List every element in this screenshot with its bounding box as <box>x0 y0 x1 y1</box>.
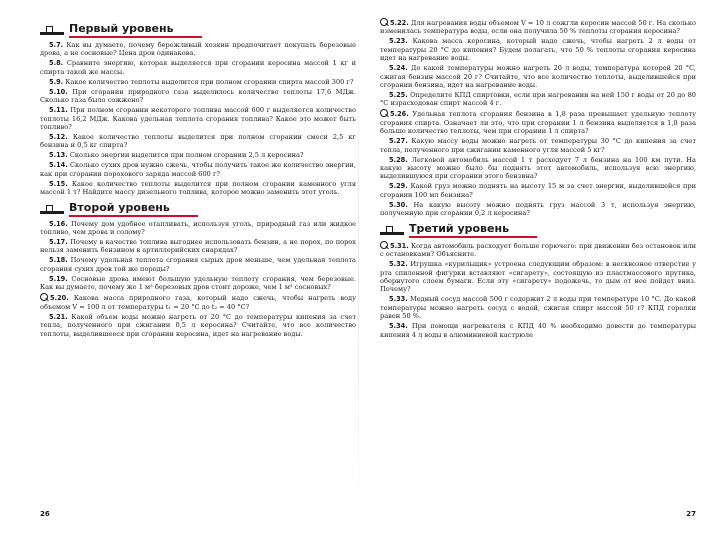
problem-number: 5.33. <box>389 295 408 304</box>
problem-text: На какую высоту можно поднять груз массой 3 т, используя энергию, полученную при сгорании 0,2 л керосина? <box>380 200 696 218</box>
problem-text: Почему дом удобнее отапливать, используя уголь, природный газ или жидкое топливо, чем дрова и солому? <box>40 219 356 237</box>
problem-number: 5.18. <box>49 256 68 265</box>
magnifier-icon <box>380 109 388 117</box>
problem-item <box>380 322 696 339</box>
problem-number: 5.31. <box>390 241 409 250</box>
problem-number: 5.15. <box>49 179 68 188</box>
problem-text: Какой объем воды можно нагреть от 20 °C до температуры кипения за счет тепла, полученного при сжигании 0,5 л керосина? Считайте, что все количество теплоты, выделившееся при сгорании керосина, идет на нагревание воды. <box>40 312 356 338</box>
problem-item <box>40 220 356 237</box>
problem-text: Определите КПД спиртовки, если при нагревании на ней 150 г воды от 20 до 80 °C израсходован спирт массой 4 г. <box>380 91 696 108</box>
problem-number: 5.22. <box>390 19 409 27</box>
problem-item <box>380 109 696 135</box>
problem-text: Какой груз можно поднять на высоту 15 м за счет энергии, выделившейся при сгорании 100 мл бензина? <box>380 182 696 199</box>
problem-text: Как вы думаете, почему бережливый хозяин предпочитает покупать березовые дрова, а не сосновые? Цена дров одинакова. <box>40 41 356 58</box>
problem-number: 5.27. <box>389 137 408 146</box>
magnifier-icon <box>40 293 48 301</box>
problem-number: 5.24. <box>389 64 408 73</box>
problem-number: 5.16. <box>49 219 68 228</box>
problem-text: При сгорании природного газа выделилось количество теплоты 17,6 МДж. Сколько газа было сожжено? <box>40 87 356 105</box>
problem-text: Сколько сухих дров нужно сжечь, чтобы получить такое же количество энергии, как при сгорании порохового заряда массой 600 г? <box>40 161 356 178</box>
problem-number: 5.25. <box>389 91 408 100</box>
problem-item <box>40 238 356 255</box>
problem-item <box>40 151 356 159</box>
level-stairs-icon <box>40 204 64 214</box>
problem-number: 5.26. <box>390 110 409 119</box>
problem-text: При помощи нагревателя с КПД 40 % необходимо довести до температуры кипения 4 л воды в алюминиевой кастрюле <box>380 322 696 339</box>
problem-number: 5.11. <box>49 106 68 115</box>
magnifier-icon <box>380 241 388 249</box>
problem-number: 5.19. <box>49 274 68 283</box>
problem-text: Сколько энергии выделится при полном сгорании 2,5 л керосина? <box>69 151 304 160</box>
problem-item <box>40 59 356 76</box>
problem-text: До какой температуры можно нагреть 20 л воды, температура которой 20 °C, сжигая бензин массой 20 г? Считайте, что все количество теплоты, выделившейся при сгорании бензина, идет на нагревание воды. <box>380 64 696 90</box>
problem-item <box>380 137 696 154</box>
problem-item <box>40 180 356 197</box>
problem-item <box>380 18 696 36</box>
problem-number: 5.34. <box>389 322 408 331</box>
problem-number: 5.20. <box>50 294 69 303</box>
problem-item <box>380 64 696 89</box>
problem-number: 5.14. <box>49 161 68 170</box>
level-heading <box>380 222 696 238</box>
problem-item <box>380 91 696 108</box>
problem-item <box>40 88 356 105</box>
page-number: 27 <box>686 510 696 518</box>
problem-number: 5.30. <box>389 200 408 209</box>
problem-number: 5.17. <box>49 238 68 247</box>
problem-text: Когда автомобиль расходует больше горючего: при движении без остановок или с остановками? Объясните. <box>380 241 696 259</box>
problem-item <box>380 295 696 320</box>
right-page-sections <box>380 18 696 339</box>
left-page-sections <box>40 22 356 338</box>
problem-item <box>380 241 696 259</box>
problem-text: Сосновые дрова имеют большую удельную теплоту сгорания, чем березовые. Как вы думаете, почему же 1 м³ березовых дров стоит дороже, чем 1 м³ сосновых? <box>40 274 356 292</box>
magnifier-icon <box>380 18 388 26</box>
problem-text: Почему удельная теплота сгорания сырых дров меньше, чем удельная теплота сгорания сухих дров той же породы? <box>40 256 356 273</box>
level-stairs-icon <box>40 25 64 35</box>
problem-text: Для нагревания воды объемом V = 10 л сожгли керосин массой 50 г. На сколько изменилась температура воды, если она получила 50 % теплоты сгорания керосина? <box>380 19 696 36</box>
right-page <box>380 18 696 518</box>
problem-text: Удельная теплота сгорания бензина в 1,8 раза превышает удельную теплоту сгорания спирта. Означает ли это, что при сгорании 1 л бензина выделяется в 1,8 раза больше количество теплоты, чем при сгорании 1 л спирта? <box>380 110 696 136</box>
level-heading-title: Первый уровень <box>69 22 202 38</box>
page-number: 26 <box>40 510 50 518</box>
problem-number: 5.8. <box>49 59 64 68</box>
problem-item <box>380 182 696 199</box>
left-page <box>40 18 356 518</box>
problem-number: 5.7. <box>49 41 64 49</box>
level-heading <box>40 201 356 217</box>
level-stairs-icon <box>380 225 404 235</box>
problem-text: Какое количество теплоты выделится при полном сгорании спирта массой 300 г? <box>65 77 354 86</box>
problem-number: 5.10. <box>49 87 68 96</box>
problem-number: 5.9. <box>49 77 64 86</box>
problem-text: Сравните энергию, которая выделяется при сгорании керосина массой 1 кг и спирта такой же массы. <box>40 59 356 76</box>
problem-text: Какое количество теплоты выделится при полном сгорании каменного угля массой 1 т? Найдите массу дизельного топлива, которое можно заменить этот уголь. <box>40 179 356 197</box>
problem-text: Какое количество теплоты выделится при полном сгорании смеси 2,5 кг бензина и 0,5 кг спирта? <box>40 133 356 150</box>
problem-item <box>40 41 356 58</box>
problem-number: 5.21. <box>49 312 68 321</box>
level-heading <box>40 22 356 38</box>
problem-item <box>40 133 356 150</box>
problem-item <box>380 37 696 62</box>
problem-text: Какова масса природного газа, который надо сжечь, чтобы нагреть воду объемом V = 100 л от температуры t₁ = 20 °C до t₂ = 40 °C? <box>40 294 356 311</box>
problem-item <box>40 106 356 131</box>
problem-text: Какую массу воды можно нагреть от температуры 30 °C до кипения за счет тепла, полученного при сжигании каменного угля массой 5 кг? <box>380 137 696 154</box>
problem-item <box>40 313 356 338</box>
problem-item <box>40 161 356 178</box>
problem-item <box>40 275 356 292</box>
page-gutter <box>358 14 359 526</box>
problem-text: При полном сгорании некоторого топлива массой 600 г выделяется количество теплоты 16,2 МДж. Какова удельная теплота сгорания топлива? Какое это может быть топливо? <box>40 106 356 132</box>
problem-number: 5.32. <box>389 260 408 269</box>
problem-number: 5.23. <box>389 37 408 46</box>
problem-item <box>380 260 696 294</box>
problem-number: 5.12. <box>49 133 68 142</box>
problem-text: Какова масса керосина, который надо сжечь, чтобы нагреть 2 л воды от температуры 20 °C до кипения? Будем полагать, что 50 % теплоты сгорания керосина идет на нагревание воды. <box>380 37 696 63</box>
problem-item <box>40 293 356 311</box>
level-heading-title: Третий уровень <box>409 222 537 238</box>
problem-text: Легковой автомобиль массой 1 т расходует 7 л бензина на 100 км пути. На какую высоту можно было бы поднять этот автомобиль, используя всю энергию, выделившуюся при сгорании этого бензина? <box>380 155 696 181</box>
problem-number: 5.29. <box>389 182 408 191</box>
problem-number: 5.13. <box>49 151 68 160</box>
problem-text: Медный сосуд массой 500 г содержит 2 л воды при температуре 10 °C. До какой температуры можно нагреть сосуд с водой, сжигая спирт массой 50 г? КПД горелки равен 50 %. <box>380 295 696 321</box>
problem-number: 5.28. <box>389 155 408 164</box>
problem-text: Почему в качестве топлива выгоднее использовать бензин, а не порох, по порох нельзя заменить бензином в артиллерийских снарядах? <box>40 238 356 255</box>
level-heading-title: Второй уровень <box>69 201 198 217</box>
problem-item <box>380 156 696 181</box>
problem-text: Игрушка «курильщик» устроена следующим образом: в несквозное отверстие у рта спиленной фигурки вставляют «сигарету», состоящую из пластмассового прутика, обернутого слоем бумаги. Если эту «сигарету» подожечь, то дым от нее пойдет вниз. Почему? <box>380 260 696 294</box>
problem-item <box>40 78 356 86</box>
problem-item <box>40 256 356 273</box>
problem-item <box>380 201 696 218</box>
